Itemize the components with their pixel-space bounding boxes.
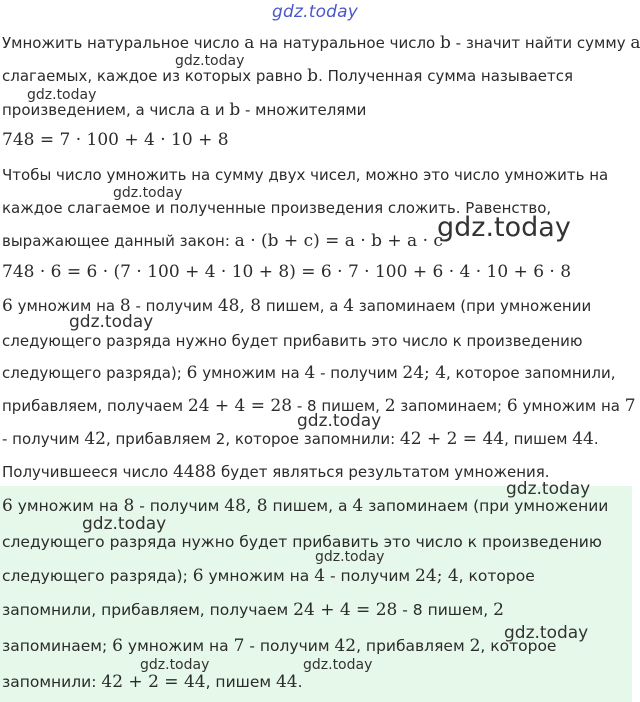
text: - получим xyxy=(134,497,225,515)
text: пишем, а xyxy=(267,497,353,515)
watermark: gdz.today xyxy=(437,212,571,243)
num: 6 xyxy=(192,566,204,586)
text: - 8 пишем, xyxy=(397,601,494,619)
theory-line-3 xyxy=(2,100,366,120)
text: пишем, а xyxy=(261,297,344,315)
num: 44 xyxy=(275,672,298,692)
text: - получим xyxy=(325,567,416,585)
num: 2 xyxy=(469,636,481,656)
text: . xyxy=(593,430,599,448)
num: 4 xyxy=(435,363,447,383)
num: 6 xyxy=(186,363,198,383)
text: . Полученная сумма называется xyxy=(318,67,574,85)
text: , которое xyxy=(480,637,557,655)
num: 6 xyxy=(2,296,13,316)
watermark: gdz.today xyxy=(140,657,210,673)
text: запомнили: xyxy=(2,673,102,691)
var-a: a xyxy=(199,100,211,120)
answer-line-1 xyxy=(2,496,608,516)
num: 8 xyxy=(256,496,268,516)
num: 4 xyxy=(314,566,326,586)
var-b: b xyxy=(440,33,451,53)
theory-line-4: Чтобы число умножить на сумму двух чисел, можно это число умножить на xyxy=(2,166,609,184)
site-logo[interactable]: gdz.today xyxy=(272,2,359,22)
result-number: 4488 xyxy=(172,462,217,482)
text: запоминаем (при умножении xyxy=(354,297,592,315)
answer-line-4 xyxy=(2,600,504,620)
watermark: gdz.today xyxy=(69,312,154,332)
var-b: b xyxy=(229,100,241,120)
equation-748: 748 = 7 · 100 + 4 · 10 + 8 xyxy=(2,130,229,150)
text: прибавляем, получаем xyxy=(2,397,188,415)
watermark: gdz.today xyxy=(303,657,373,673)
text: , которое запомнили, xyxy=(446,364,616,382)
sum-formula: 24 + 4 = 28 xyxy=(293,600,398,620)
var-a: a xyxy=(630,33,640,53)
text: - получим xyxy=(244,637,335,655)
text: , пишем xyxy=(504,430,573,448)
watermark: gdz.today xyxy=(82,514,167,534)
text: запоминаем; xyxy=(395,397,507,415)
theory-line-1 xyxy=(2,33,640,53)
num: 8 xyxy=(250,296,262,316)
text: , прибавляем xyxy=(356,637,470,655)
text: , xyxy=(239,296,251,316)
num: 6 xyxy=(506,396,518,416)
text: - множителями xyxy=(240,101,367,119)
text: , xyxy=(245,496,257,516)
text: выражающее данный закон: xyxy=(2,232,235,250)
num: 7 xyxy=(624,396,636,416)
theory-line-11 xyxy=(2,429,599,449)
theory-line-5: каждое слагаемое и полученные произведения сложить. Равенство, xyxy=(2,199,552,217)
watermark: gdz.today xyxy=(175,53,245,69)
theory-line-9 xyxy=(2,363,616,383)
var-b: b xyxy=(307,66,319,86)
distributive-law-formula: a · (b + c) = a · b + a · c xyxy=(234,231,443,251)
text: ; xyxy=(436,566,448,586)
watermark: gdz.today xyxy=(315,549,385,565)
text: будет являться результатом умножения. xyxy=(216,463,550,481)
text: слагаемых, каждое из которых равно xyxy=(2,67,308,85)
watermark: gdz.today xyxy=(27,87,97,103)
text: , пишем xyxy=(205,673,276,691)
text: запоминаем; xyxy=(2,637,113,655)
text: , прибавляем 2, которое запомнили: xyxy=(105,430,400,448)
sum-formula: 24 + 4 = 28 xyxy=(187,396,293,416)
equation-expansion: 748 · 6 = 6 · (7 · 100 + 4 · 10 + 8) = 6 · 7 · 100 + 6 · 4 · 10 + 6 · 8 xyxy=(2,262,572,282)
text: - 8 пишем, xyxy=(292,397,385,415)
num: 48 xyxy=(224,496,246,516)
text: - значит найти сумму xyxy=(450,34,631,52)
watermark: gdz.today xyxy=(506,479,591,499)
text: умножим на xyxy=(197,364,305,382)
text: умножим на xyxy=(203,567,315,585)
text: умножим на xyxy=(517,397,625,415)
num: 24 xyxy=(415,566,437,586)
num: 44 xyxy=(572,429,594,449)
watermark: gdz.today xyxy=(297,411,382,431)
text: умножим на xyxy=(122,637,234,655)
text: , которое xyxy=(458,567,535,585)
answer-line-2: следующего разряда нужно будет прибавить это число к произведению xyxy=(2,533,602,551)
num: 42 xyxy=(84,429,106,449)
num: 6 xyxy=(2,496,13,516)
var-a: a xyxy=(244,33,255,53)
num: 4 xyxy=(343,296,355,316)
num: 2 xyxy=(493,600,504,620)
num: 8 xyxy=(119,296,131,316)
num: 4 xyxy=(352,496,364,516)
num: 48 xyxy=(217,296,240,316)
text: Умножить натуральное число xyxy=(2,34,245,52)
theory-line-2 xyxy=(2,66,573,86)
sum-formula: 42 + 2 = 44 xyxy=(101,672,206,692)
sum-formula: 42 + 2 = 44 xyxy=(399,429,505,449)
text: - получим xyxy=(2,430,85,448)
text: запомнили, прибавляем, получаем xyxy=(2,601,294,619)
theory-line-8: следующего разряда нужно будет прибавить это число к произведению xyxy=(2,332,583,350)
num: 42 xyxy=(334,636,357,656)
answer-line-6 xyxy=(2,672,303,692)
answer-line-5 xyxy=(2,636,556,656)
text: . xyxy=(297,673,303,691)
text: Получившееся число xyxy=(2,463,173,481)
text: и xyxy=(210,101,230,119)
text: ; xyxy=(424,363,436,383)
text: произведением, а числа xyxy=(2,101,200,119)
theory-line-12 xyxy=(2,462,550,482)
text: на натуральное число xyxy=(254,34,440,52)
theory-line-6 xyxy=(2,231,443,251)
text: следующего разряда); xyxy=(2,364,187,382)
text: - получим xyxy=(130,297,218,315)
num: 4 xyxy=(304,363,316,383)
text: запоминаем (при умножении xyxy=(363,497,609,515)
num: 24 xyxy=(402,363,425,383)
watermark: gdz.today xyxy=(504,623,589,643)
text: - получим xyxy=(315,364,403,382)
text: умножим на xyxy=(12,297,120,315)
answer-line-3 xyxy=(2,566,535,586)
num: 8 xyxy=(123,496,135,516)
text: умножим на xyxy=(12,497,124,515)
watermark: gdz.today xyxy=(113,185,183,201)
text: следующего разряда); xyxy=(2,567,193,585)
num: 7 xyxy=(233,636,245,656)
num: 2 xyxy=(384,396,396,416)
num: 6 xyxy=(112,636,123,656)
num: 4 xyxy=(447,566,459,586)
